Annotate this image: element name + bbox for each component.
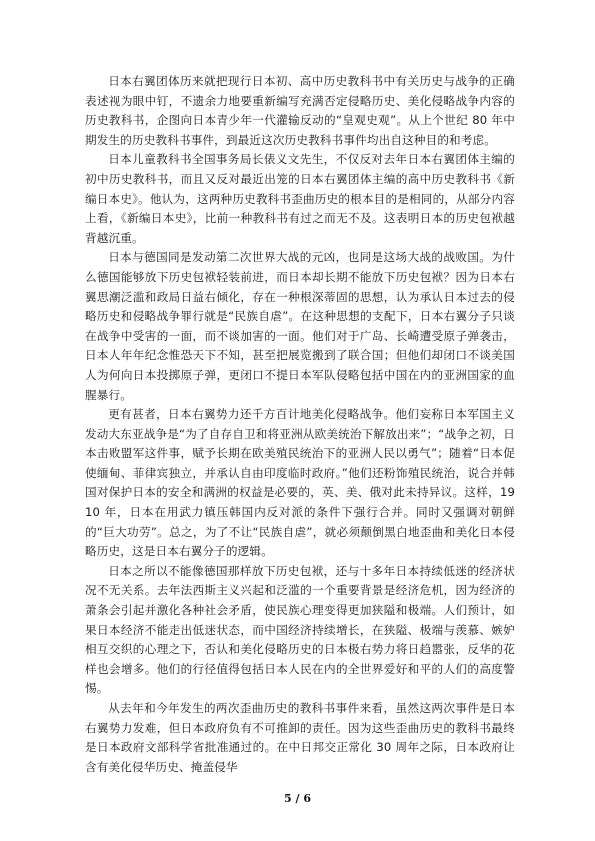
- paragraph-3: 日本与德国同是发动第二次世界大战的元凶，也同是这场大战的战败国。为什么德国能够放下历史包袱轻装前进，而日本却长期不能放下历史包袱？因为日本右翼思潮泛滥和政局日益右倾化，存在一种根深蒂固的思想，认为承认日本过去的侵略历史和侵略战争罪行就是“民族自虐”。在这种思想的支配下，日本右翼分子只谈在战争中受害的一面，而不谈加害的一面。他们对于广岛、长崎遭受原子弹袭击，日本人年年纪念惟恐天下不知，甚至把展览搬到了联合国；但他们却闭口不谈美国人为何向日本投掷原子弹，更闭口不提日本军队侵略包括中国在内的亚洲国家的血腥暴行。: [85, 250, 515, 402]
- paragraph-4: 更有甚者，日本右翼势力还千方百计地美化侵略战争。他们妄称日本军国主义发动大东亚战争是“为了自存自卫和将亚洲从欧美统治下解放出来”；“战争之初，日本击败盟军这件事，赋予长期在欧美殖民统治下的亚洲人民以勇气”；随着“日本促使缅甸、菲律宾独立，并承认自由印度临时政府。”他们还粉饰殖民统治，说合并韩国对保护日本的安全和满洲的权益是必要的，英、美、俄对此未持异议。这样，1910 年，日本在用武力镇压韩国内反对派的条件下强行合并。同时又强调对朝鲜的“巨大功劳”。总之，为了不让“民族自虐”，就必须颠倒黑白地歪曲和美化日本侵略历史，这是日本右翼分子的逻辑。: [85, 407, 515, 559]
- article-body: [85, 72, 515, 777]
- paragraph-1: 日本右翼团体历来就把现行日本初、高中历史教科书中有关历史与战争的正确表述视为眼中钉，不遗余力地要重新编写充满否定侵略历史、美化侵略战争内容的历史教科书，企图向日本青少年一代灌输反动的“皇观史观”。从上个世纪 80 年中期发生的历史教科书事件，到最近这次历史教科书事件均出自这种目的和考虑。: [85, 74, 515, 147]
- paragraph-5: 日本之所以不能像德国那样放下历史包袱，还与十多年日本持续低迷的经济状况不无关系。去年法西斯主义兴起和泛滥的一个重要背景是经济危机，因为经济的萧条会引起并激化各种社会矛盾，使民族心理变得更加狭隘和极端。人们预计，如果日本经济不能走出低迷状态，而中国经济持续增长，在狭隘、极端与羡慕、嫉妒相互交织的心理之下，否认和美化侵略历史的日本极右势力将日趋嚣张，反华的花样也会增多。他们的行径值得包括日本人民在内的全世界爱好和平的人们的高度警惕。: [85, 563, 515, 696]
- page-number: 5 / 6: [284, 792, 311, 805]
- paragraph-6: 从去年和今年发生的两次歪曲历史的教科书事件来看，虽然这两次事件是日本右翼势力发难，但日本政府负有不可推卸的责任。因为这些歪曲历史的教科书最终是日本政府文部科学省批准通过的。在中日邦交正常化 30 周年之际，日本政府让含有美化侵华历史、掩盖侵华: [85, 701, 515, 774]
- paragraph-2: 日本儿童教科书全国事务局长俵义文先生，不仅反对去年日本右翼团体主编的初中历史教科书，而且又反对最近出笼的日本右翼团体主编的高中历史教科书《新编日本史》。他认为，这两种历史教科书歪曲历史的根本目的是相同的，从部分内容上看，《新编日本史》，比前一种教科书有过之而无不及。这表明日本的历史包袱越背越沉重。: [85, 152, 515, 245]
